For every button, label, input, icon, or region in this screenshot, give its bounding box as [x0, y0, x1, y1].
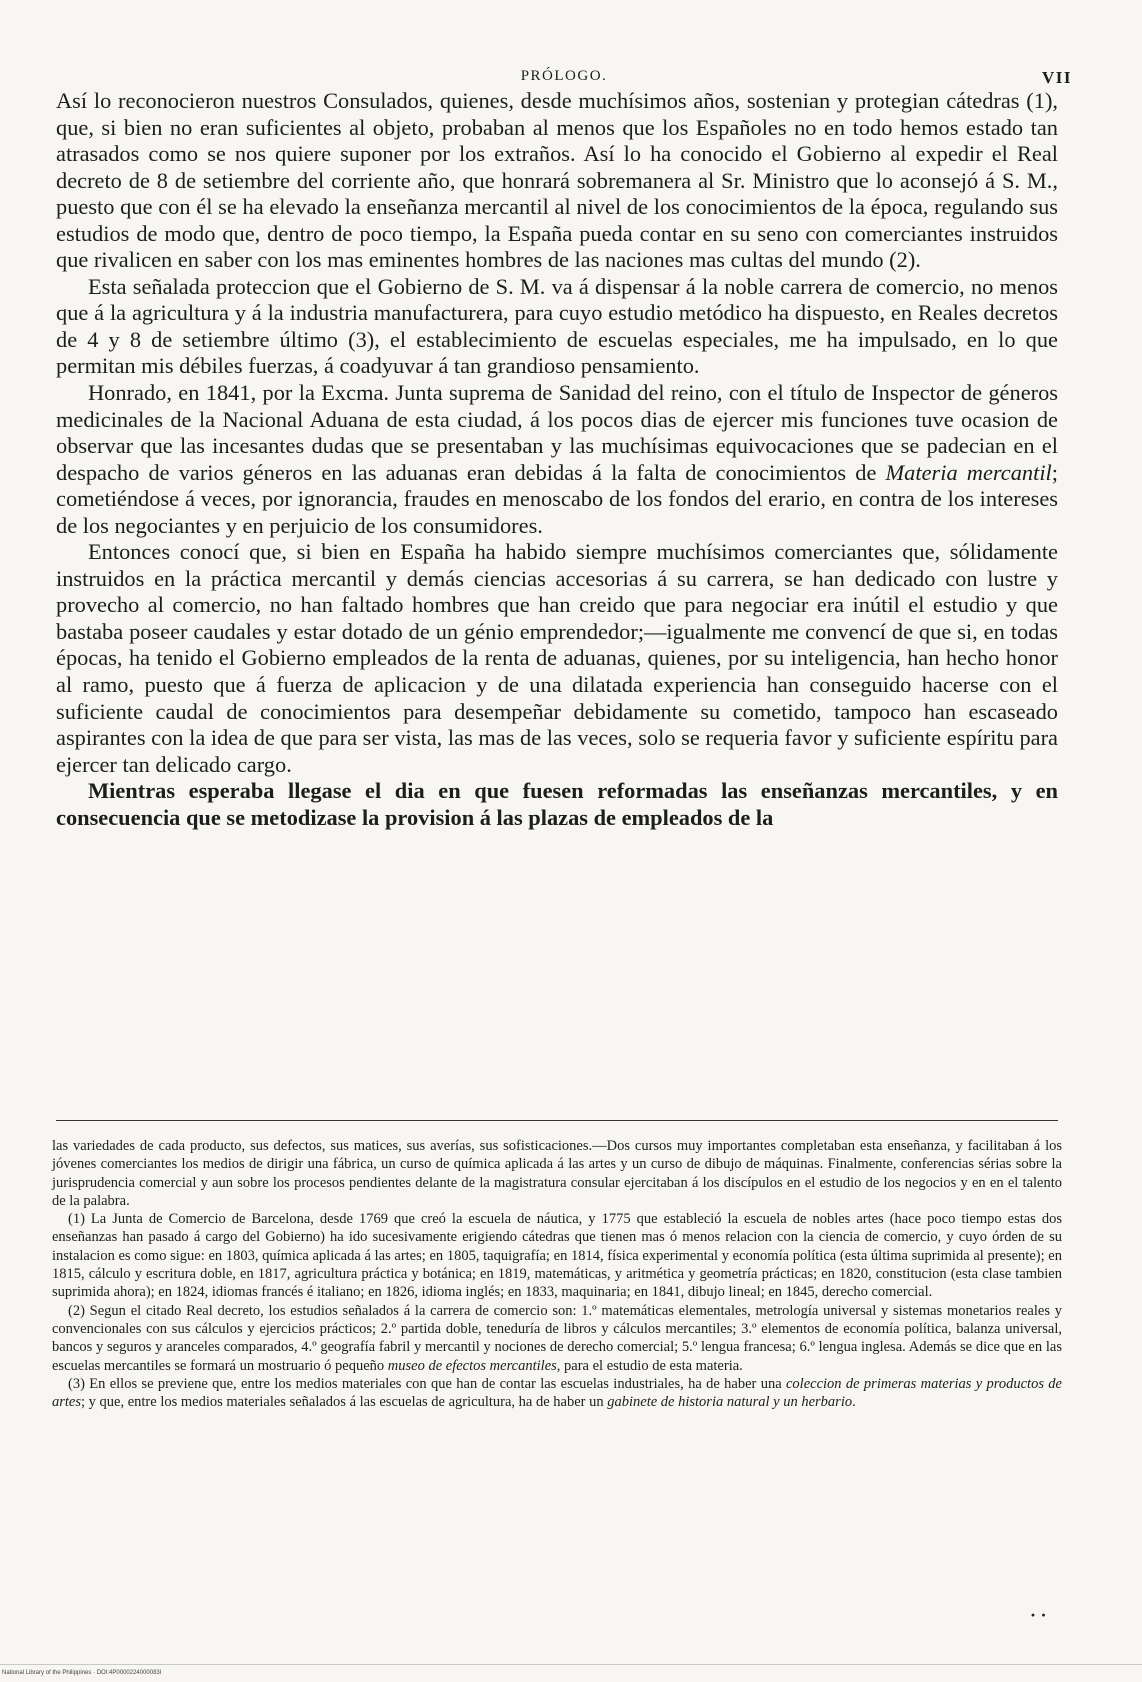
running-title: PRÓLOGO. — [520, 68, 608, 84]
paragraph-2: Esta señalada proteccion que el Gobierno de S. M. va á dispensar á la noble carrera de comercio, no menos que á la agricultura y á la industria manufacturera, para cuyo estudio metódico ha dispuesto, en Reales decretos de 4 y 8 de setiembre último (3), el establecimiento de escuelas especiales, me ha impulsado, en lo que permitan mis débiles fuerzas, á coadyuvar á tan grandioso pensamiento. — [56, 273, 1058, 379]
footnote-2-text-a: (2) Segun el citado Real decreto, los estudios señalados á la carrera de comercio son: 1.º matemáticas elementales, metrología universal y sistemas monetarios reales y convencionales con sus cálculos y ejercicios prácticos; 2.º partida doble, teneduría de libros y cálculos mercantiles; 3.º elementos de economía política, balanza universal, bancos y seguros y aranceles comparados, 4.º geografía fabril y mercantil y nociones de derecho comercial; 5.º lengua francesa; 6.º lengua inglesa. Además se dice que en las escuelas mercantiles se formará un mostruario ó pequeño — [52, 1302, 1062, 1374]
footnote-2 — [52, 1302, 1062, 1375]
footnote-3-text-a: (3) En ellos se previene que, entre los medios materiales con que han de contar las escuelas industriales, ha de haber una — [68, 1375, 786, 1392]
footnote-2-italic: museo de efectos mercantiles — [387, 1357, 557, 1374]
paragraph-1: Así lo reconocieron nuestros Consulados, quienes, desde muchísimos años, sostenian y protegian cátedras (1), que, si bien no eran suficientes al objeto, probaban al menos que los Españoles no en todo hemos estado tan atrasados como se nos quiere suponer por los extraños. Así lo ha conocido el Gobierno al expedir el Real decreto de 8 de setiembre del corriente año, que honrará sobremanera al Sr. Ministro que lo aconsejó á S. M., puesto que con él se ha elevado la enseñanza mercantil al nivel de los conocimientos de la época, regulando sus estudios de modo que, dentro de poco tiempo, la España pueda contar en su seno con comerciantes instruidos que rivalicen en saber con los mas eminentes hombres de las naciones mas cultas del mundo (2). — [56, 88, 1058, 273]
scan-edge — [0, 1664, 1142, 1665]
running-header — [56, 68, 1072, 90]
footnote-3-text-b: ; y que, entre los medios materiales señalados á las escuelas de agricultura, ha de haber un — [81, 1394, 608, 1411]
paragraph-3 — [56, 380, 1058, 539]
paragraph-3-text-b: ; cometiéndose á veces, por ignorancia, fraudes en menoscabo de los fondos del erario, en contra de los intereses de los negociantes y en perjuicio de los consumidores. — [56, 459, 1058, 538]
page-number: VII — [1041, 68, 1072, 87]
main-text — [56, 88, 1058, 831]
footnote-continuation: las variedades de cada producto, sus defectos, sus matices, sus averías, sus sofisticaciones.—Dos cursos muy importantes completaban esta enseñanza, y facilitaban á los jóvenes comerciantes los medios de dirigir una fábrica, un curso de química aplicada á las artes y un curso de dibujo de máquinas. Finalmente, conferencias sérias sobre la jurisprudencia comercial y aun sobre los procesos pendientes delante de la magistratura consular ejercitaban á los discípulos en el estudio de los negocios y en en el talento de la palabra. — [52, 1138, 1062, 1209]
paragraph-5: Mientras esperaba llegase el dia en que fuesen reformadas las enseñanzas mercantiles, y en consecuencia que se metodizase la provision á las plazas de empleados de la — [56, 778, 1058, 830]
footnote-divider — [56, 1120, 1058, 1121]
footnote-3-italic-2: gabinete de historia natural y un herbario — [607, 1394, 853, 1411]
printer-marks: · · — [1030, 1605, 1047, 1625]
footnote-3-italic-1: coleccion de primeras materias y productos de artes — [52, 1375, 1062, 1411]
paragraph-3-italic: Materia mercantil — [885, 459, 1052, 485]
footnote-3-text-c: . — [852, 1394, 856, 1411]
footnote-3 — [52, 1375, 1062, 1412]
scan-colophon: National Library of the Philippines · DOI:4P0000224000083I — [2, 1670, 162, 1676]
footnotes — [52, 1137, 1062, 1411]
footnote-2-text-b: , para el estudio de esta materia. — [556, 1357, 743, 1374]
paragraph-4: Entonces conocí que, si bien en España ha habido siempre muchísimos comerciantes que, sólidamente instruidos en la práctica mercantil y demás ciencias accesorias á su carrera, se han dedicado con lustre y provecho al comercio, no han faltado hombres que han creido que para negociar era inútil el estudio y que bastaba poseer caudales y estar dotado de un génio emprendedor;—igualmente me convencí de que si, en todas épocas, ha tenido el Gobierno empleados de la renta de aduanas, quienes, por su inteligencia, han hecho honor al ramo, puesto que á fuerza de aplicacion y de una dilatada experiencia han conseguido hacerse con el suficiente caudal de conocimientos para desempeñar debidamente su cometido, tampoco han escaseado aspirantes con la idea de que para ser vista, las mas de las veces, solo se requeria favor y suficiente espíritu para ejercer tan delicado cargo. — [56, 539, 1058, 777]
paragraph-3-text-a: Honrado, en 1841, por la Excma. Junta suprema de Sanidad del reino, con el título de Inspector de géneros medicinales de la Nacional Aduana de esta ciudad, á los pocos dias de ejercer mis funciones tuve ocasion de observar que las incesantes dudas que se presentaban y las muchísimas equivocaciones que se padecian en el despacho de varios géneros en las aduanas eran debidas á la falta de conocimientos de — [56, 380, 1058, 485]
footnote-1: (1) La Junta de Comercio de Barcelona, desde 1769 que creó la escuela de náutica, y 1775 que estableció la escuela de nobles artes (hace poco tiempo estas dos enseñanzas han pasado á cargo del Gobierno) ha ido sucesivamente erigiendo cátedras que tienen mas ó menos relacion con la ciencia de comercio, y cuyo órden de su instalacion es como sigue: en 1803, química aplicada á las artes; en 1805, taquigrafía; en 1814, física experimental y economía política (esta última suprimida al presente); en 1815, cálculo y escritura doble, en 1817, agricultura práctica y botánica; en 1819, matemáticas, y aritmética y geometría prácticas; en 1820, constitucion (esta clase tambien suprimida ahora); en 1824, idiomas francés é italiano; en 1826, idioma inglés; en 1833, maquinaria; en 1841, dibujo lineal; en 1845, derecho comercial. — [52, 1211, 1062, 1301]
